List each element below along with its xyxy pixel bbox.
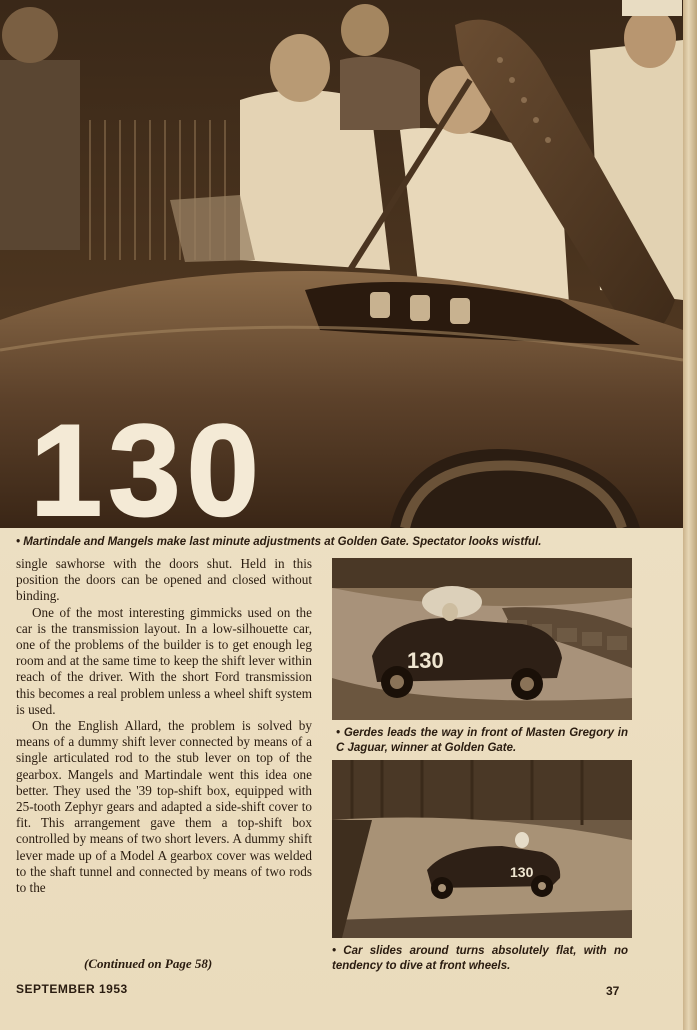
paragraph-1: single sawhorse with the doors shut. Held in this position the doors can be opened and closed without binding. xyxy=(16,556,312,604)
page-number: 37 xyxy=(606,984,620,998)
continued-note: (Continued on Page 58) xyxy=(84,956,213,971)
race-photo-car-slides xyxy=(332,760,632,938)
issue-date: SEPTEMBER 1953 xyxy=(16,982,128,996)
paragraph-3: On the English Allard, the problem is solved by means of a dummy shift lever connected by means of a single articulated rod to the stub lever on top of the gearbox. Mangels and Martindale went this idea one better. They used the '39 top-shift box, equipped with 25-tooth Zephyr gears and adapted a side-shift cover to fit. This arrangement gave them a top-shift box controlled by means of two short levers. A dummy shift lever made up of a Model A gearbox cover was welded to the shaft tunnel and connected by means of two rods to the xyxy=(16,718,312,896)
hero-caption: • Martindale and Mangels make last minute adjustments at Golden Gate. Spectator looks wistful. xyxy=(16,536,542,548)
race-photo-gerdes-leads xyxy=(332,558,632,720)
article-body xyxy=(16,556,312,896)
photo3-caption: • Car slides around turns absolutely flat, with no tendency to dive at front wheels. xyxy=(332,945,628,972)
photo2-car-number: 130 xyxy=(407,648,444,673)
paragraph-2: One of the most interesting gimmicks used on the car is the transmission layout. In a low-silhouette car, one of the problems of the builder is to get enough leg room and at the same time to keep the shift lever within reach of the driver. With the short Ford transmission this becomes a real problem unless a wheel shift system is used. xyxy=(16,604,312,717)
hero-car-number: 130 xyxy=(30,397,265,528)
photo3-car-number: 130 xyxy=(510,864,534,880)
photo2-caption: • Gerdes leads the way in front of Masten Gregory in C Jaguar, winner at Golden Gate. xyxy=(336,727,628,754)
page-edge xyxy=(683,0,697,1030)
